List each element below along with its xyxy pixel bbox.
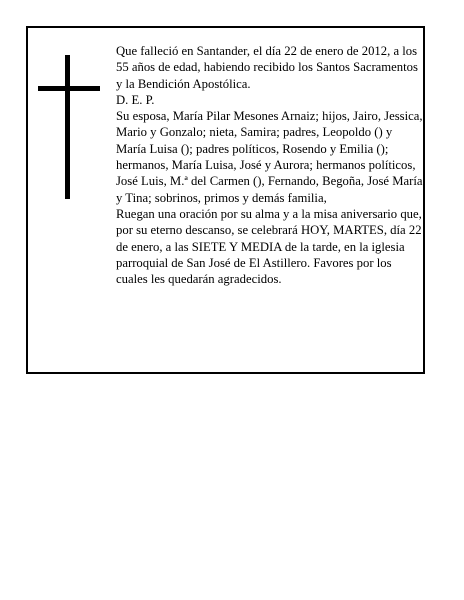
death-statement: Que falleció en Santander, el día 22 de enero de 2012, a los 55 años de edad, habiendo recibido los Santos Sacramentos y la Bendición Apostólica. (116, 44, 418, 91)
cross-horizontal-bar (38, 86, 100, 91)
latin-cross-icon (38, 55, 100, 199)
rip-line: D. E. P. (116, 92, 155, 107)
obituary-notice-frame (26, 26, 425, 374)
obituary-text (116, 43, 424, 287)
mass-announcement: Ruegan una oración por su alma y a la misa aniversario que, por su eterno descanso, se celebrará HOY, MARTES, día 22 de enero, a las SIETE Y MEDIA de la tarde, en la iglesia parroquial de San José de El Astillero. Favores por los cuales les quedarán agradecidos. (116, 206, 422, 287)
cross-vertical-bar (65, 55, 70, 199)
family-list: Su esposa, María Pilar Mesones Arnaiz; hijos, Jairo, Jessica, Mario y Gonzalo; nieta, Samira; padres, Leopoldo () y María Luisa (); padres políticos, Rosendo y Emilia (); hermanos, María Luisa, José y Aurora; hermanos políticos, José Luis, M.ª del Carmen (), Fernando, Begoña, José María y Tina; sobrinos, primos y demás familia, (116, 109, 423, 205)
